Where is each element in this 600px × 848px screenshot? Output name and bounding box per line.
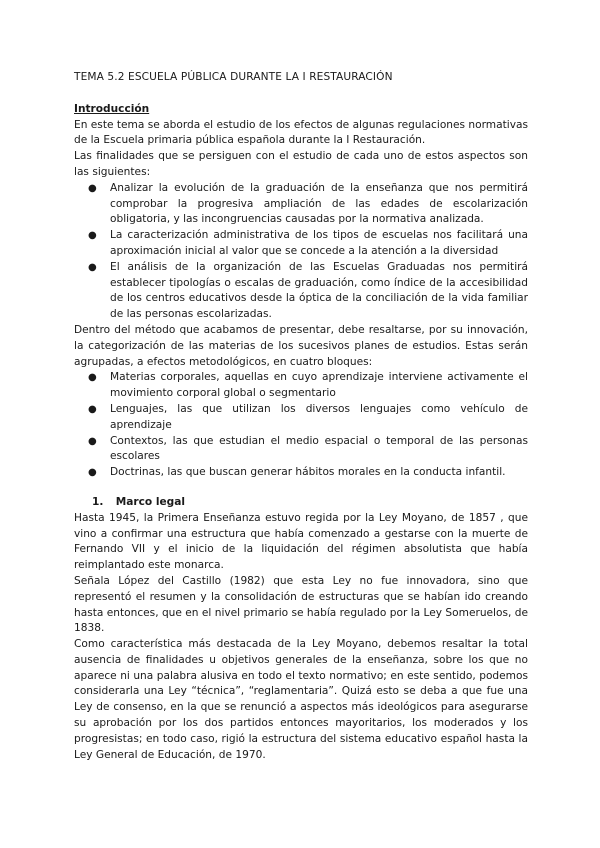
bullet-icon: ●	[88, 467, 97, 479]
section-1-paragraph-2: Señala López del Castillo (1982) que esta Ley no fue innovadora, sino que representó el resumen y la consolidación de estructuras que se habían ido creando hasta entonces, que en el nivel primario se había regulado por la Ley Someruelos, de 1838.	[74, 574, 528, 635]
bullet-icon: ●	[88, 182, 97, 194]
section-1-heading	[74, 495, 528, 511]
list-item: ● La caracterización administrativa de los tipos de escuelas nos facilitará una aproximación inicial al valor que se concede a la atención a la diversidad	[88, 229, 528, 257]
section-1-number: 1.	[92, 495, 104, 508]
list-item: ● Lenguajes, las que utilizan los diversos lenguajes como vehículo de aprendizaje	[88, 402, 528, 431]
intro-paragraph-1: En este tema se aborda el estudio de los efectos de algunas regulaciones normativas de la Escuela primaria pública española durante la I Restauración.	[74, 118, 528, 147]
document-title: TEMA 5.2 ESCUELA PÚBLICA DURANTE LA I RESTAURACIÓN	[74, 71, 393, 83]
method-paragraph: Dentro del método que acabamos de presentar, debe resaltarse, por su innovación, la categorización de las materias de los sucesivos planes de estudios. Estas serán agrupadas, a efectos metodológicos, en cuatro bloques:	[74, 323, 528, 368]
goals-list	[74, 181, 528, 323]
section-1-title: Marco legal	[115, 495, 186, 508]
intro-paragraph-2: Las finalidades que se persiguen con el estudio de cada uno de estos aspectos son las siguientes:	[74, 150, 528, 178]
list-item: ● El análisis de la organización de las Escuelas Graduadas nos permitirá establecer tipologías o escalas de graduación, como índice de la accesibilidad de los centros educativos desde la óptica de la conciliación de la vida familiar de las personas escolarizadas.	[88, 260, 528, 321]
list-item: ● Doctrinas, las que buscan generar hábitos morales en la conducta infantil.	[110, 465, 528, 481]
intro-heading: Introducción	[74, 102, 150, 115]
bullet-icon: ●	[88, 435, 97, 447]
list-item: ● Materias corporales, aquellas en cuyo aprendizaje interviene activamente el movimiento corporal global o segmentario	[88, 371, 528, 400]
list-item: ● Analizar la evolución de la graduación de la enseñanza que nos permitirá comprobar la progresiva ampliación de las edades de escolarización obligatoria, y las incongruencias causadas por la normativa analizada.	[88, 181, 528, 226]
bullet-icon: ●	[88, 230, 97, 242]
blocks-list	[74, 370, 528, 481]
bullet-icon: ●	[88, 403, 97, 415]
list-item: ● Contextos, las que estudian el medio espacial o temporal de las personas escolares	[88, 434, 528, 463]
section-1-paragraph-1: Hasta 1945, la Primera Enseñanza estuvo regida por la Ley Moyano, de 1857 , que vino a confirmar una estructura que había comenzado a gestarse con la muerte de Fernando VII y el inicio de la liquidación del régimen absolutista que había reimplantado este monarca.	[74, 511, 528, 572]
bullet-icon: ●	[88, 372, 97, 384]
bullet-icon: ●	[88, 261, 97, 273]
section-1-paragraph-3: Como característica más destacada de la Ley Moyano, debemos resaltar la total ausencia de finalidades u objetivos generales de la enseñanza, sobre los que no aparece ni una palabra alusiva en todo el texto normativo; en este sentido, podemos considerarla una Ley “técnica”, “reglamentaria”. Quizá esto se deba a que fue una Ley de consenso, en la que se renunció a aspectos más ideológicos para asegurarse su aprobación por los dos partidos entonces mayoritarios, los moderados y los progresistas; en todo caso, rigió la estructura del sistema educativo español hasta la Ley General de Educación, de 1970.	[74, 638, 528, 761]
